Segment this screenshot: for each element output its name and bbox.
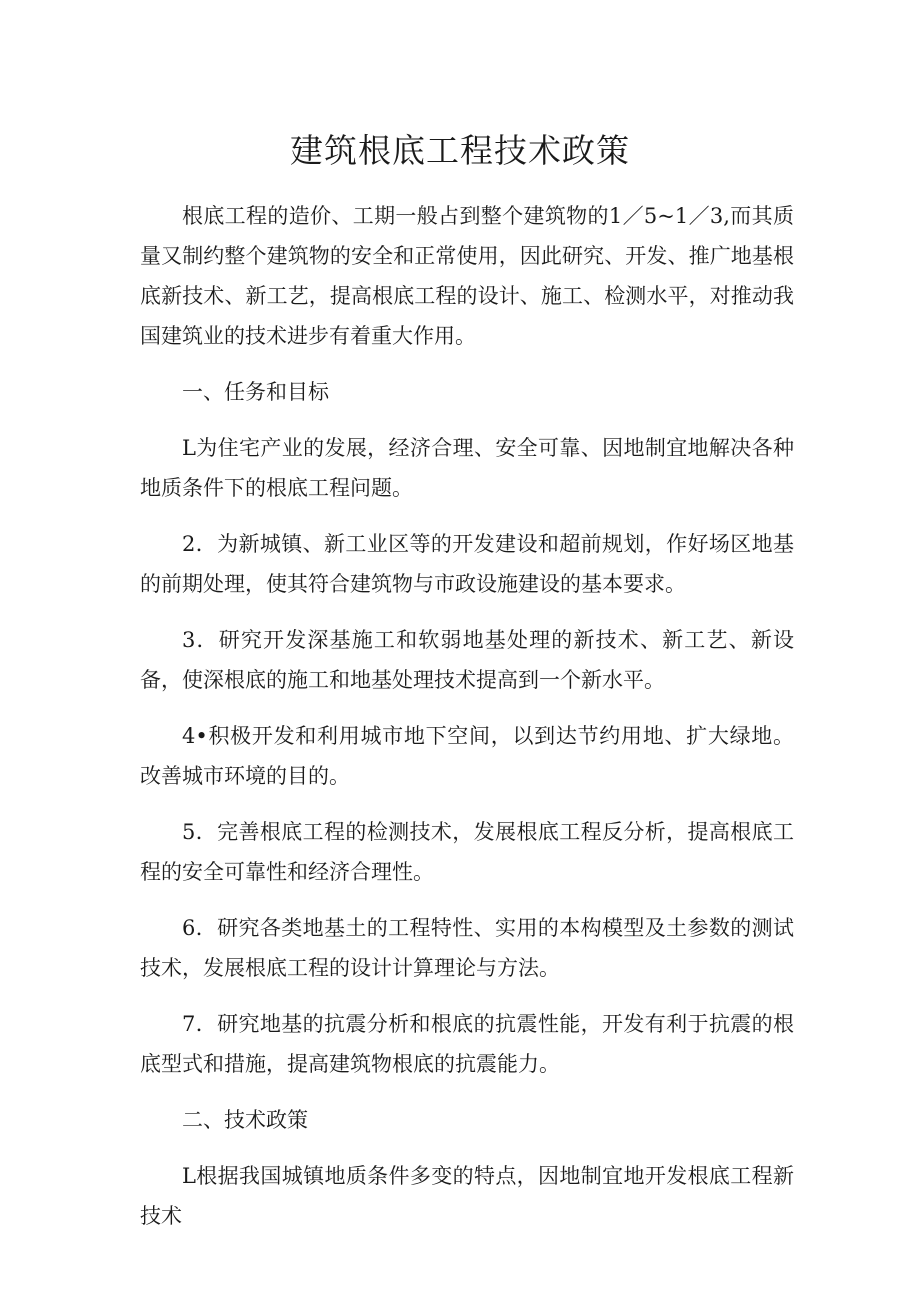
section-heading-tasks: 一、任务和目标 — [182, 380, 329, 404]
document-body — [140, 196, 794, 1252]
section-heading-policy: 二、技术政策 — [182, 1108, 308, 1132]
task-item-1: L为住宅产业的发展，经济合理、安全可靠、因地制宜地解决各种地质条件下的根底工程问题。 — [140, 436, 794, 500]
task-item-6: 6．研究各类地基土的工程特性、实用的本构模型及土参数的测试技术，发展根底工程的设计计算理论与方法。 — [140, 916, 794, 980]
document-title: 建筑根底工程技术政策 — [290, 131, 630, 170]
task-item-5: 5．完善根底工程的检测技术，发展根底工程反分析，提高根底工程的安全可靠性和经济合理性。 — [140, 820, 794, 884]
task-item-7: 7．研究地基的抗震分析和根底的抗震性能，开发有利于抗震的根底型式和措施，提高建筑物根底的抗震能力。 — [140, 1012, 794, 1076]
policy-item-1: L根据我国城镇地质条件多变的特点，因地制宜地开发根底工程新技术 — [140, 1164, 794, 1228]
task-item-2: 2．为新城镇、新工业区等的开发建设和超前规划，作好场区地基的前期处理，使其符合建筑物与市政设施建设的基本要求。 — [140, 532, 794, 596]
task-item-4: 4•积极开发和利用城市地下空间，以到达节约用地、扩大绿地。改善城市环境的目的。 — [140, 724, 794, 788]
intro-paragraph: 根底工程的造价、工期一般占到整个建筑物的1／5~1／3,而其质量又制约整个建筑物的安全和正常使用，因此研究、开发、推广地基根底新技术、新工艺，提高根底工程的设计、施工、检测水平，对推动我国建筑业的技术进步有着重大作用。 — [140, 204, 794, 348]
task-item-3: 3．研究开发深基施工和软弱地基处理的新技术、新工艺、新设备，使深根底的施工和地基处理技术提高到一个新水平。 — [140, 628, 794, 692]
